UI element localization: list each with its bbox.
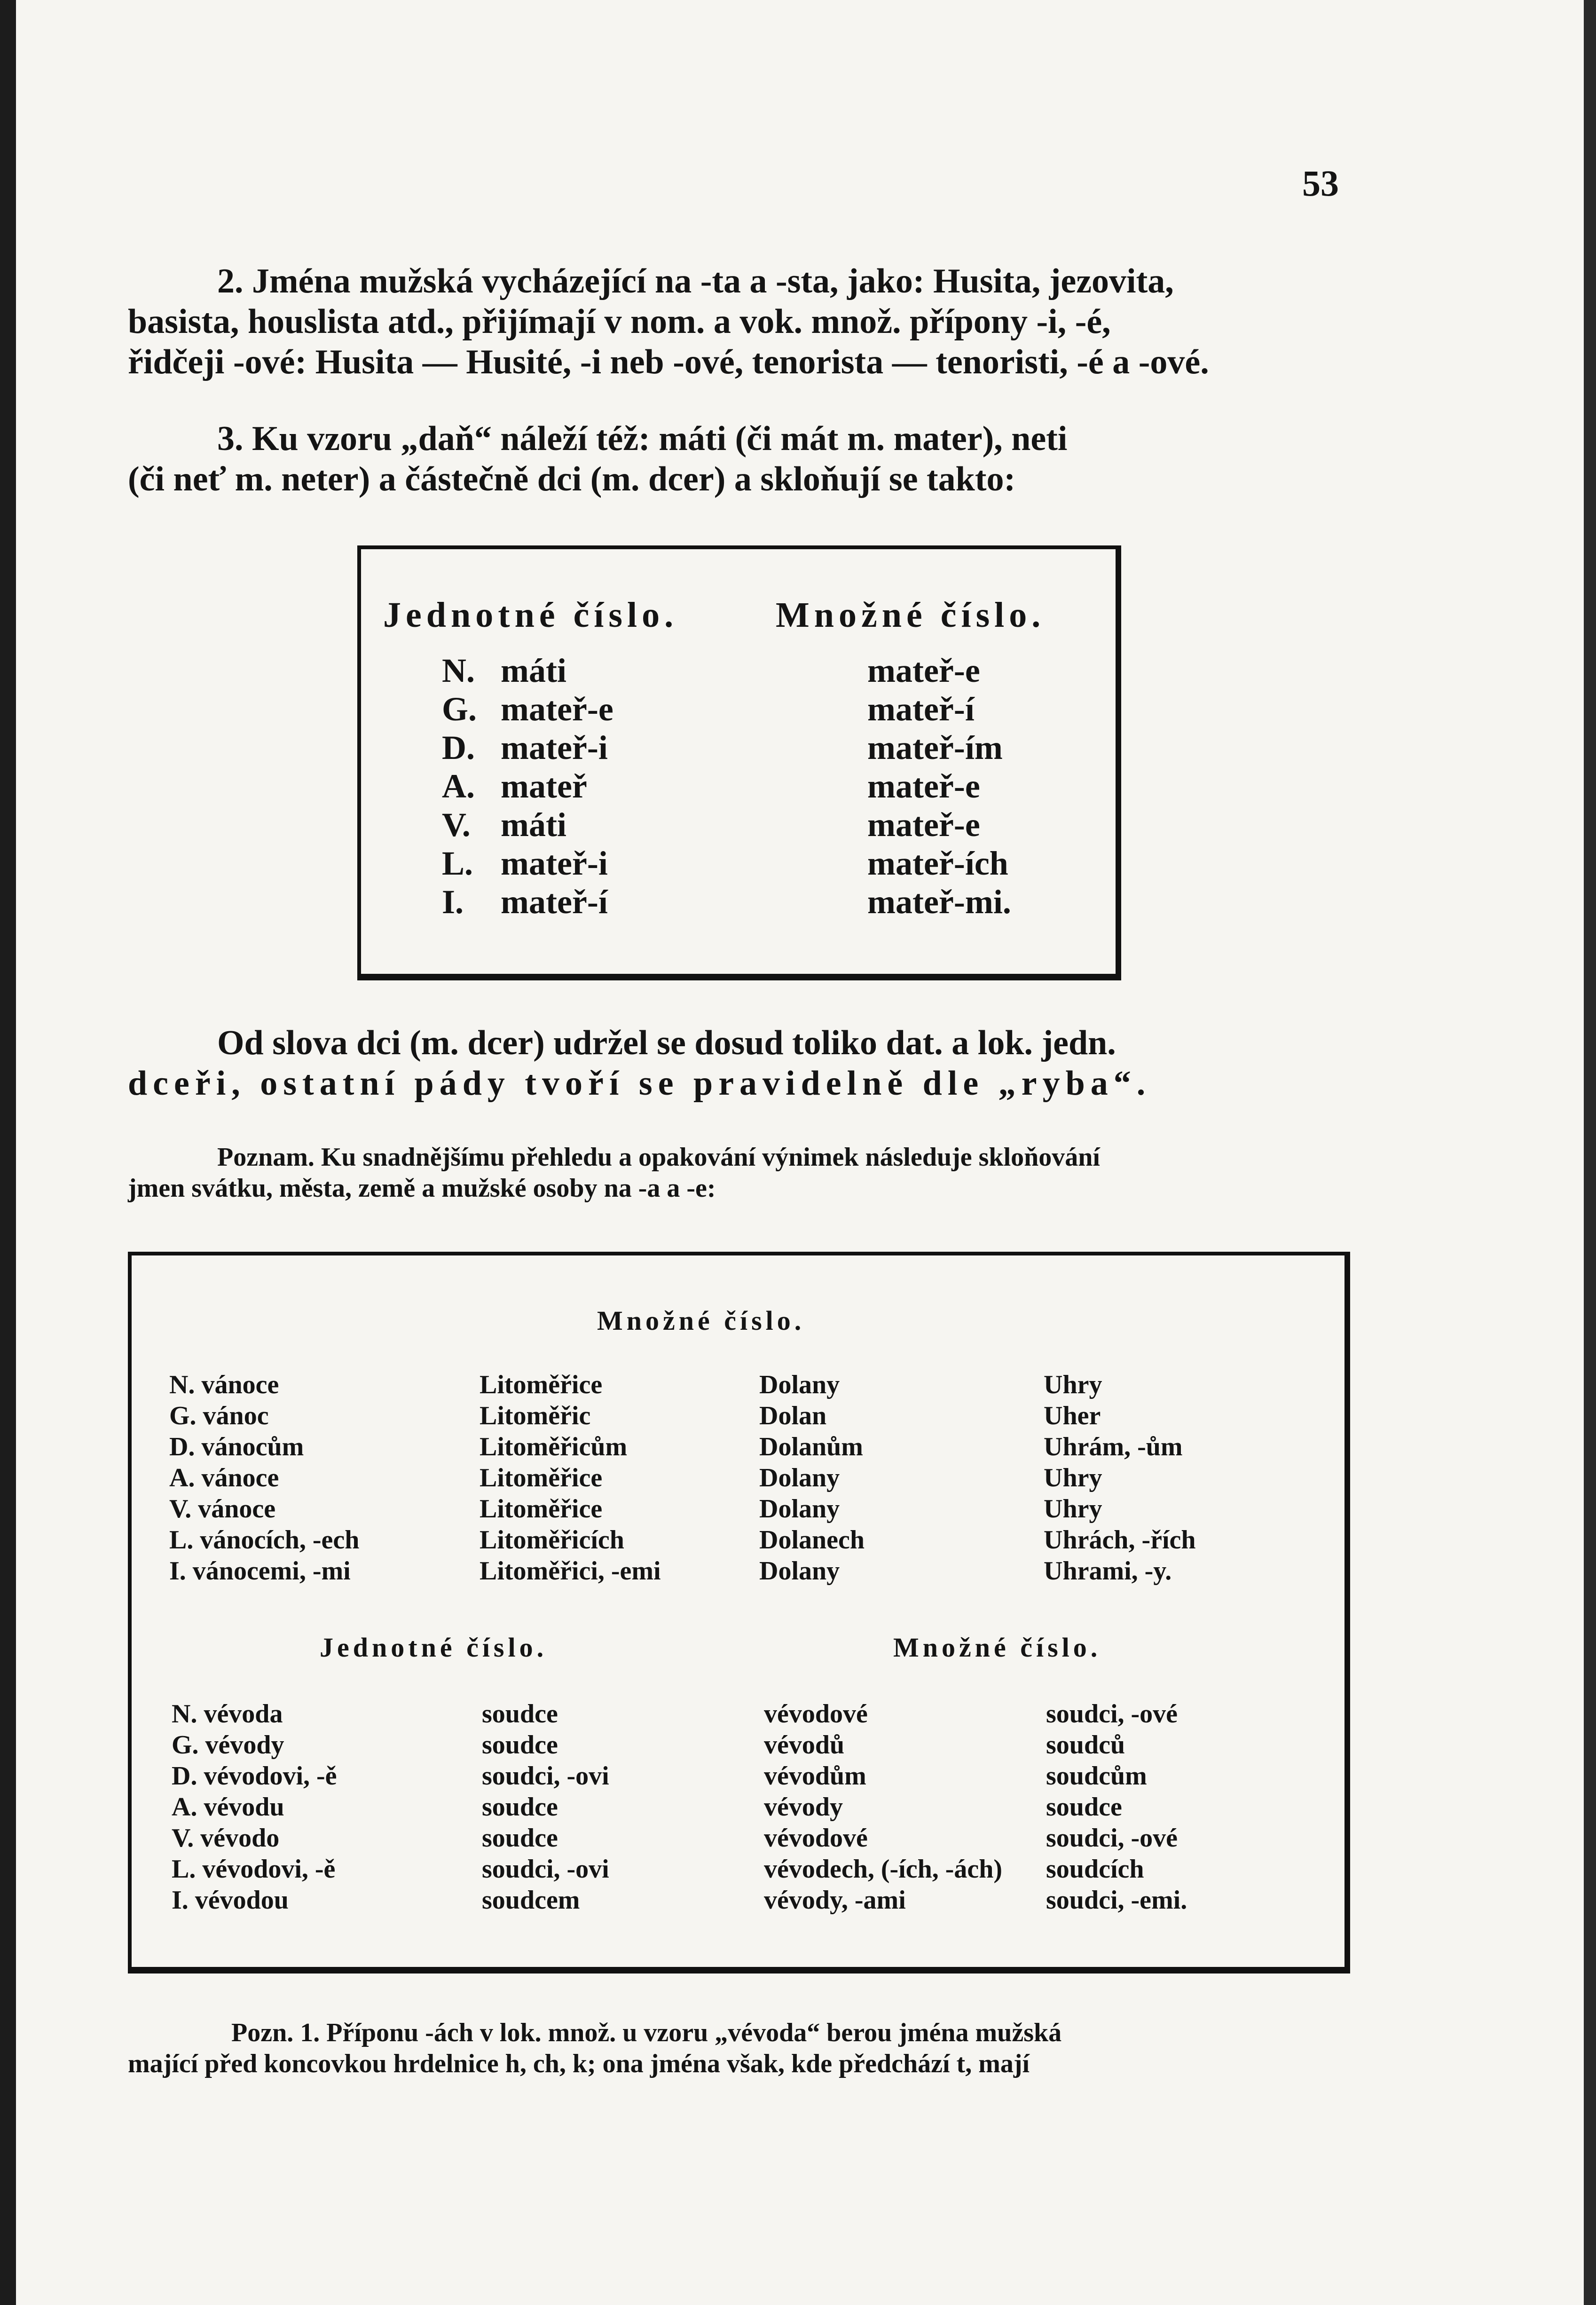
table2-cell: Uher (1044, 1401, 1101, 1430)
table2-cell: soudcům (1046, 1761, 1147, 1791)
table2-cell: soudce (482, 1730, 558, 1760)
table1-singular: mateř-i (501, 845, 608, 882)
table1-case: A. (442, 767, 475, 805)
table2-cell: Uhrami, -y. (1044, 1556, 1172, 1586)
table2-cell: Litoměřici, -emi (480, 1556, 661, 1586)
paragraph-line: 3. Ku vzoru „daň“ náleží též: máti (či mát m. mater), neti (217, 419, 1068, 458)
paragraph-line: řidčeji -ové: Husita — Husité, -i neb -ové, tenorista — tenoristi, -é a -ové. (128, 343, 1209, 381)
paragraph-line: basista, houslista atd., přijímají v nom. a vok. množ. přípony -i, -é, (128, 302, 1111, 341)
table2-cell: Uhry (1044, 1370, 1102, 1399)
note-line: Poznam. Ku snadnějšímu přehledu a opakování výnimek následuje skloňování (217, 1143, 1100, 1172)
table1-case: L. (442, 845, 473, 882)
page-number: 53 (1302, 163, 1339, 204)
table2-cell: soudci, -ové (1046, 1823, 1178, 1853)
table2-cell: L. vévodovi, -ě (172, 1855, 336, 1884)
table1-plural: mateř-ích (867, 845, 1008, 882)
table1-case: N. (442, 652, 475, 689)
table2-cell: vévodů (764, 1730, 845, 1760)
table2-cell: Litoměřicům (480, 1432, 628, 1461)
table2-cell: V. vévodo (172, 1823, 280, 1853)
table2-cell: Dolany (759, 1494, 840, 1524)
table1-case: D. (442, 729, 475, 766)
table1-plural: mateř-e (867, 767, 980, 805)
table2-cell: Uhrách, -řích (1044, 1525, 1196, 1555)
table1-singular: mateř (501, 767, 587, 805)
table2-cell: soudce (482, 1823, 558, 1853)
table2-cell: soudce (482, 1699, 558, 1729)
table2-cell: Litoměřice (480, 1370, 603, 1399)
paragraph-line: dceři, ostatní pády tvoří se pravidelně dle „ryba“. (128, 1064, 1151, 1103)
table2-cell: D. vánocům (169, 1432, 304, 1461)
table1-plural: mateř-mi. (867, 883, 1011, 921)
note-line: mající před koncovkou hrdelnice h, ch, k; ona jména však, kde předchází t, mají (128, 2049, 1030, 2078)
table2-cell: Uhry (1044, 1463, 1102, 1492)
table2-cell: vévody (764, 1792, 843, 1822)
table2-cell: A. vévodu (172, 1792, 284, 1822)
table2-cell: vévodové (764, 1699, 868, 1729)
note-line: jmen svátku, města, země a mužské osoby na -a a -e: (128, 1174, 716, 1203)
table2-cell: V. vánoce (169, 1494, 276, 1524)
table1-case: V. (442, 806, 471, 844)
table2-cell: I. vánocemi, -mi (169, 1556, 351, 1586)
table2-header-plural: Množné číslo. (893, 1632, 1101, 1663)
table2-cell: N. vévoda (172, 1699, 283, 1729)
table1-singular: mateř-e (501, 690, 613, 728)
table2-cell: Uhrám, -ům (1044, 1432, 1183, 1461)
table2-cell: I. vévodou (172, 1886, 289, 1915)
table1-singular: máti (501, 806, 566, 844)
note-line: Pozn. 1. Příponu -ách v lok. množ. u vzoru „vévoda“ berou jména mužská (231, 2018, 1062, 2047)
table2-cell: soudce (1046, 1792, 1122, 1822)
table2-cell: vévodové (764, 1823, 868, 1853)
table2-cell: L. vánocích, -ech (169, 1525, 360, 1555)
table2-cell: vévodům (764, 1761, 866, 1791)
paragraph-line: Od slova dci (m. dcer) udržel se dosud toliko dat. a lok. jedn. (217, 1024, 1116, 1062)
table2-cell: Litoměřice (480, 1463, 603, 1492)
table2-cell: Uhry (1044, 1494, 1102, 1524)
table2-cell: soudcích (1046, 1855, 1144, 1884)
table2-cell: Litoměřic (480, 1401, 591, 1430)
table1-singular: máti (501, 652, 566, 689)
table2-cell: soudcem (482, 1886, 580, 1915)
table2-cell: Dolan (759, 1401, 827, 1430)
table2-header-singular: Jednotné číslo. (320, 1632, 548, 1663)
table2-cell: Dolany (759, 1463, 840, 1492)
paragraph-2 (128, 261, 1350, 382)
paragraph-4 (128, 1023, 1350, 1104)
table2-cell: Dolany (759, 1370, 840, 1399)
table1-plural: mateř-í (867, 690, 975, 728)
table2-header-top: Množné číslo. (597, 1305, 805, 1336)
table2-cell: vévodech, (-ích, -ách) (764, 1855, 1003, 1884)
table2-cell: G. vánoc (169, 1401, 269, 1430)
table1-header-plural: Množné číslo. (776, 595, 1046, 635)
scan-left-edge (0, 0, 16, 2305)
table2-cell: vévody, -ami (764, 1886, 906, 1915)
paragraph-line: 2. Jména mužská vycházející na -ta a -sta, jako: Husita, jezovita, (217, 262, 1174, 300)
note-2 (128, 2017, 1350, 2079)
table1-plural: mateř-e (867, 806, 980, 844)
table1-plural: mateř-ím (867, 729, 1003, 766)
table2-cell: soudci, -ovi (482, 1761, 609, 1791)
note-1 (128, 1142, 1350, 1204)
paragraph-line: (či neť m. neter) a částečně dci (m. dcer) a skloňují se takto: (128, 460, 1016, 498)
table2-cell: soudce (482, 1792, 558, 1822)
table2-cell: Litoměřice (480, 1494, 603, 1524)
table2-cell: soudci, -ové (1046, 1699, 1178, 1729)
table1-header-singular: Jednotné číslo. (383, 595, 678, 635)
table2-cell: Dolanům (759, 1432, 863, 1461)
table1-plural: mateř-e (867, 652, 980, 689)
table2-cell: Dolanech (759, 1525, 865, 1555)
table2-cell: Litoměřicích (480, 1525, 624, 1555)
scan-right-edge (1584, 0, 1596, 2305)
table2-cell: A. vánoce (169, 1463, 279, 1492)
table2-cell: soudci, -ovi (482, 1855, 609, 1884)
table2-cell: D. vévodovi, -ě (172, 1761, 337, 1791)
table2-cell: N. vánoce (169, 1370, 279, 1399)
paragraph-3 (128, 418, 1350, 499)
table2-cell: G. vévody (172, 1730, 284, 1760)
table2-cell: soudců (1046, 1730, 1125, 1760)
table1-singular: mateř-í (501, 883, 608, 921)
table1-case: I. (442, 883, 464, 921)
table2-cell: soudci, -emi. (1046, 1886, 1187, 1915)
table1-case: G. (442, 690, 477, 728)
table2-cell: Dolany (759, 1556, 840, 1586)
table1-singular: mateř-i (501, 729, 608, 766)
